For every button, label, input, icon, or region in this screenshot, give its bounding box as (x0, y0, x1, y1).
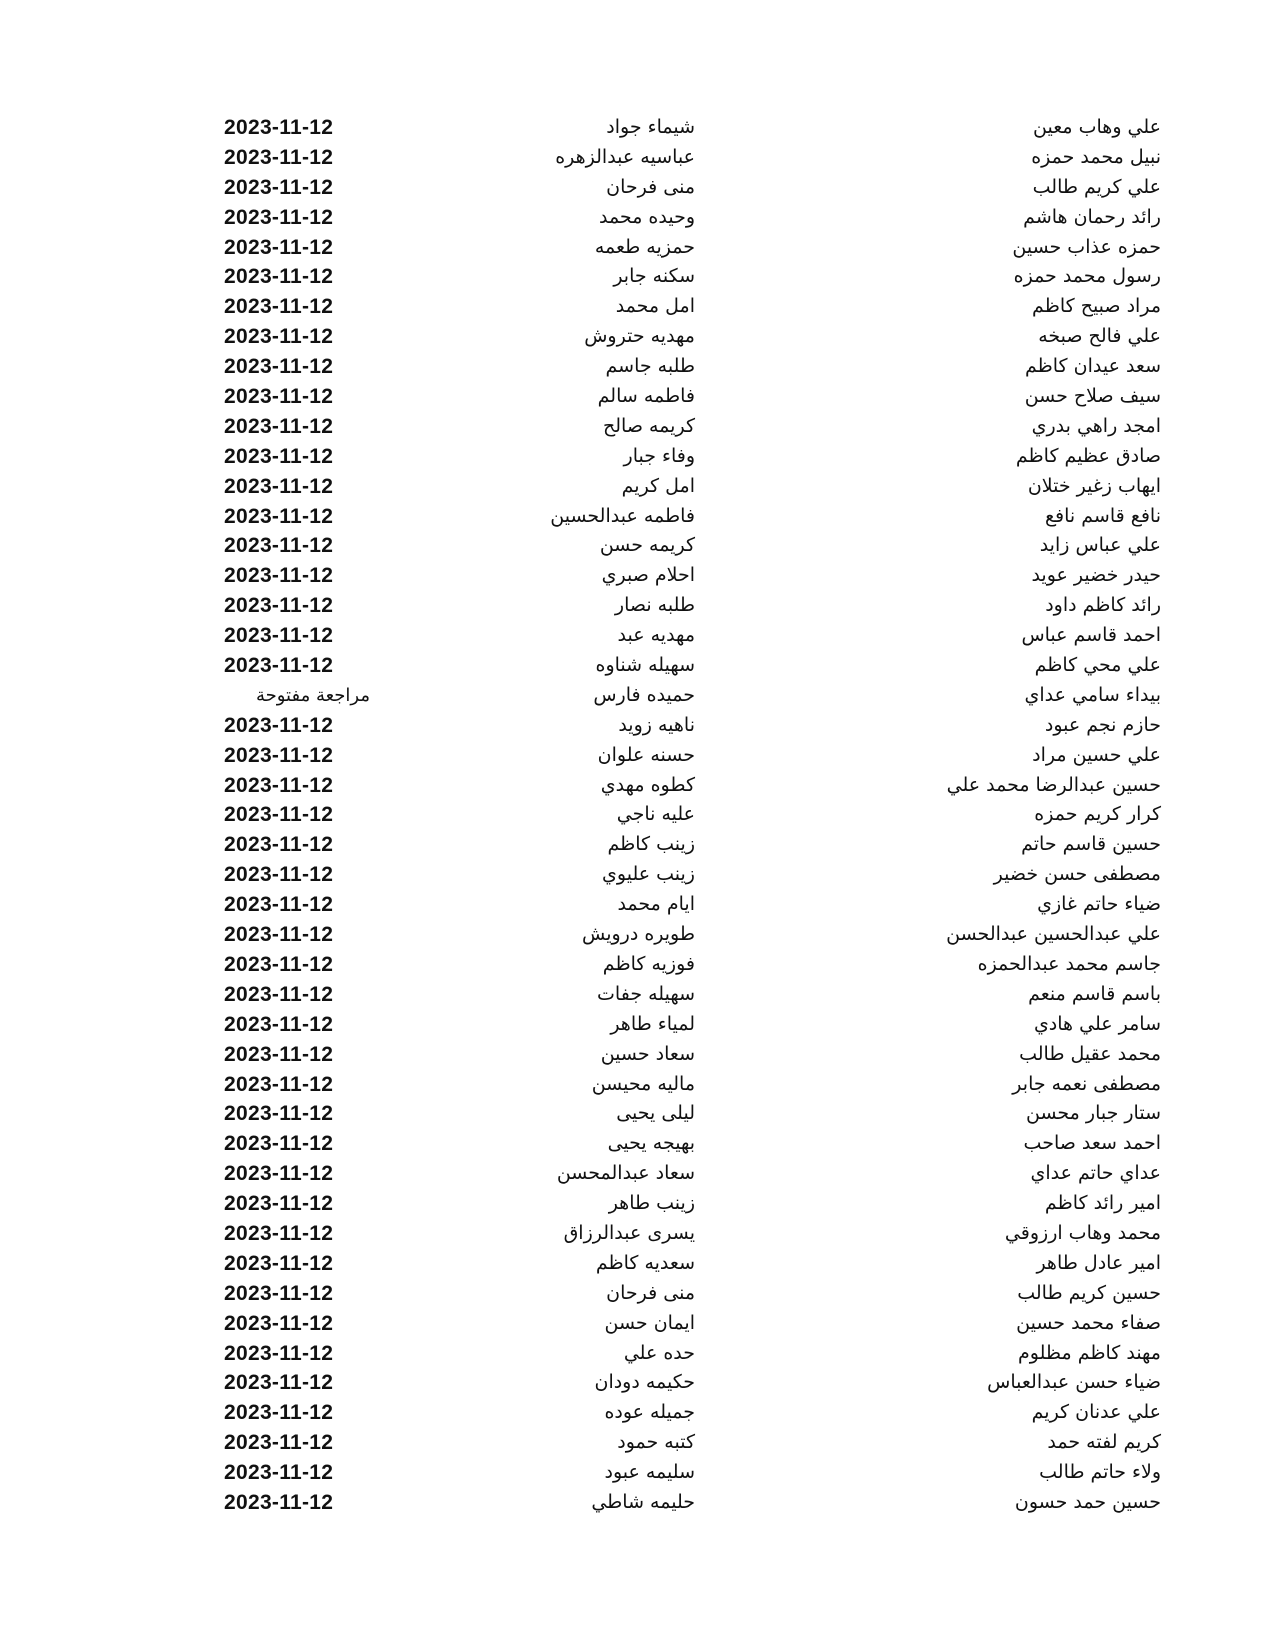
person-name: علي حسين مراد (1032, 743, 1161, 766)
person-name: سامر علي هادي (1033, 1012, 1161, 1035)
relative-name: سكنه جابر (613, 265, 695, 288)
relative-name: سهيله جفات (597, 982, 695, 1005)
table-row (0, 1368, 1275, 1398)
person-name: حمزه عذاب حسين (1012, 235, 1161, 258)
table-row (0, 113, 1275, 143)
date-value: 2023-11-12 (224, 414, 334, 438)
date-value: 2023-11-12 (224, 1431, 334, 1455)
table-row (0, 472, 1275, 502)
relative-name: حكيمه دودان (594, 1371, 695, 1394)
person-name: ضياء حسن عبدالعباس (987, 1371, 1161, 1394)
relative-name: جميله عوده (604, 1401, 695, 1424)
person-name: سعد عيدان كاظم (1024, 355, 1161, 378)
person-name: رسول محمد حمزه (1013, 265, 1161, 288)
date-value: 2023-11-12 (224, 833, 334, 857)
table-row (0, 800, 1275, 830)
date-value: 2023-11-12 (224, 654, 334, 678)
person-name: حسين حمد حسون (1014, 1490, 1161, 1513)
relative-name: مهديه حتروش (584, 325, 695, 348)
date-value: 2023-11-12 (224, 444, 334, 468)
date-value: 2023-11-12 (224, 145, 334, 169)
person-name: مصطفى حسن خضير (993, 863, 1161, 886)
person-name: علي فالح صبخه (1038, 325, 1161, 348)
relative-name: كتبه حمود (617, 1431, 695, 1454)
person-name: حازم نجم عبود (1044, 713, 1161, 736)
date-value: 2023-11-12 (224, 773, 334, 797)
table-row (0, 591, 1275, 621)
person-name: حسين كريم طالب (1017, 1281, 1161, 1304)
table-row (0, 980, 1275, 1010)
relative-name: حمزيه طعمه (594, 235, 695, 258)
person-name: نبيل محمد حمزه (1031, 145, 1161, 168)
date-value: 2023-11-12 (224, 743, 334, 767)
table-row (0, 531, 1275, 561)
person-name: ولاء حاتم طالب (1039, 1461, 1161, 1484)
relative-name: طويره درويش (581, 923, 695, 946)
table-row (0, 203, 1275, 233)
person-name: علي كريم طالب (1032, 175, 1161, 198)
table-row (0, 950, 1275, 980)
table-row (0, 143, 1275, 173)
date-value: 2023-11-12 (224, 1341, 334, 1365)
date-value: 2023-11-12 (224, 624, 334, 648)
person-name: ستار جبار محسن (1026, 1102, 1161, 1125)
relative-name: وفاء جبار (623, 444, 695, 467)
table-row (0, 1398, 1275, 1428)
table-row (0, 322, 1275, 352)
table-row (0, 1458, 1275, 1488)
person-name: سيف صلاح حسن (1024, 385, 1161, 408)
person-name: رائد رحمان هاشم (1023, 205, 1161, 228)
date-value: 2023-11-12 (224, 594, 334, 618)
relative-name: زينب عليوي (602, 863, 695, 886)
date-value: 2023-11-12 (224, 175, 334, 199)
table-row (0, 292, 1275, 322)
person-name: علي عبدالحسين عبدالحسن (946, 923, 1161, 946)
date-value: 2023-11-12 (224, 923, 334, 947)
relative-name: سعاد حسين (600, 1042, 695, 1065)
relative-name: ليلى يحيى (616, 1102, 695, 1125)
relative-name: منى فرحان (606, 175, 695, 198)
relative-name: ناهيه زويد (618, 713, 695, 736)
table-row (0, 771, 1275, 801)
person-name: امير رائد كاظم (1044, 1192, 1161, 1215)
date-value: 2023-11-12 (224, 295, 334, 319)
table-row (0, 352, 1275, 382)
person-name: امير عادل طاهر (1036, 1251, 1161, 1274)
relative-name: كطوه مهدي (600, 773, 695, 796)
date-value: 2023-11-12 (224, 1221, 334, 1245)
table-row (0, 860, 1275, 890)
relative-name: كريمه صالح (602, 414, 695, 437)
date-value: 2023-11-12 (224, 1132, 334, 1156)
date-value: 2023-11-12 (224, 504, 334, 528)
table-row (0, 1339, 1275, 1369)
date-value: 2023-11-12 (224, 1162, 334, 1186)
date-value: 2023-11-12 (224, 1251, 334, 1275)
relative-name: فاطمه عبدالحسين (550, 504, 695, 527)
table-row (0, 1099, 1275, 1129)
table-row (0, 502, 1275, 532)
table-row (0, 561, 1275, 591)
relative-name: لمياء طاهر (610, 1012, 695, 1035)
table-row (0, 1219, 1275, 1249)
person-name: صفاء محمد حسين (1016, 1311, 1161, 1334)
person-name: عداي حاتم عداي (1030, 1162, 1161, 1185)
relative-name: عباسيه عبدالزهره (555, 145, 695, 168)
person-name: مراد صبيح كاظم (1032, 295, 1161, 318)
relative-name: عليه ناجي (616, 803, 695, 826)
relative-name: ايمان حسن (604, 1311, 695, 1334)
person-name: ضياء حاتم غازي (1037, 893, 1161, 916)
date-value: 2023-11-12 (224, 1042, 334, 1066)
person-name: علي عدنان كريم (1031, 1401, 1161, 1424)
relative-name: سليمه عبود (604, 1461, 695, 1484)
relative-name: منى فرحان (606, 1281, 695, 1304)
relative-name: فاطمه سالم (597, 385, 695, 408)
table-row (0, 1249, 1275, 1279)
table-row (0, 1070, 1275, 1100)
relative-name: سعديه كاظم (595, 1251, 695, 1274)
table-row (0, 1279, 1275, 1309)
relative-name: حليمه شاطي (591, 1490, 695, 1513)
table-row (0, 1428, 1275, 1458)
relative-name: سهيله شناوه (595, 654, 695, 677)
relative-name: فوزيه كاظم (602, 952, 695, 975)
date-value: 2023-11-12 (224, 265, 334, 289)
date-value: 2023-11-12 (224, 803, 334, 827)
person-name: نافع قاسم نافع (1044, 504, 1161, 527)
relative-name: حسنه علوان (597, 743, 695, 766)
relative-name: سعاد عبدالمحسن (556, 1162, 695, 1185)
person-name: امجد راهي بدري (1031, 414, 1161, 437)
table-row (0, 1040, 1275, 1070)
records-table (0, 113, 1275, 1518)
table-row (0, 1488, 1275, 1518)
person-name: محمد وهاب ارزوقي (1004, 1221, 1161, 1244)
table-row (0, 741, 1275, 771)
table-row (0, 1129, 1275, 1159)
person-name: باسم قاسم منعم (1028, 982, 1161, 1005)
table-row (0, 830, 1275, 860)
relative-name: طلبه نصار (614, 594, 695, 617)
table-row (0, 173, 1275, 203)
table-row (0, 920, 1275, 950)
date-value: 2023-11-12 (224, 1371, 334, 1395)
person-name: علي محي كاظم (1034, 654, 1161, 677)
table-row (0, 233, 1275, 263)
person-name: جاسم محمد عبدالحمزه (977, 952, 1161, 975)
table-row (0, 412, 1275, 442)
person-name: احمد سعد صاحب (1023, 1132, 1161, 1155)
date-value: 2023-11-12 (224, 564, 334, 588)
relative-name: امل محمد (615, 295, 695, 318)
date-value: 2023-11-12 (224, 235, 334, 259)
person-name: مهند كاظم مظلوم (1018, 1341, 1161, 1364)
table-row (0, 681, 1275, 711)
person-name: حيدر خضير عويد (1031, 564, 1161, 587)
date-value: 2023-11-12 (224, 385, 334, 409)
table-row (0, 621, 1275, 651)
person-name: رائد كاظم داود (1045, 594, 1161, 617)
table-row (0, 1159, 1275, 1189)
date-value: 2023-11-12 (224, 1012, 334, 1036)
date-value: 2023-11-12 (224, 205, 334, 229)
person-name: مصطفى نعمه جابر (1012, 1072, 1161, 1095)
person-name: محمد عقيل طالب (1019, 1042, 1161, 1065)
date-value: 2023-11-12 (224, 893, 334, 917)
table-row (0, 711, 1275, 741)
relative-name: احلام صبري (601, 564, 695, 587)
date-value: 2023-11-12 (224, 1401, 334, 1425)
person-name: علي وهاب معين (1033, 116, 1161, 138)
table-row (0, 1010, 1275, 1040)
date-value: 2023-11-12 (224, 325, 334, 349)
relative-name: شيماء جواد (606, 116, 695, 138)
date-value: 2023-11-12 (224, 863, 334, 887)
table-row (0, 442, 1275, 472)
relative-name: طلبه جاسم (605, 355, 695, 378)
relative-name: امل كريم (621, 474, 695, 497)
date-value: 2023-11-12 (224, 1102, 334, 1126)
date-value: 2023-11-12 (224, 1490, 334, 1514)
relative-name: حده علي (623, 1341, 695, 1364)
person-name: احمد قاسم عباس (1021, 624, 1161, 647)
table-row (0, 262, 1275, 292)
person-name: حسين عبدالرضا محمد علي (946, 773, 1161, 796)
table-row (0, 382, 1275, 412)
person-name: بيداء سامي عداي (1024, 683, 1161, 706)
table-row (0, 1189, 1275, 1219)
table-row (0, 651, 1275, 681)
relative-name: مهديه عبد (617, 624, 695, 647)
table-row (0, 890, 1275, 920)
relative-name: زينب طاهر (608, 1192, 695, 1215)
relative-name: يسرى عبدالرزاق (563, 1221, 695, 1244)
status-note: مراجعة مفتوحة (255, 684, 370, 706)
person-name: صادق عظيم كاظم (1015, 444, 1161, 467)
relative-name: ايام محمد (617, 893, 695, 916)
relative-name: ماليه محيسن (591, 1072, 695, 1095)
date-value: 2023-11-12 (224, 534, 334, 558)
date-value: 2023-11-12 (224, 474, 334, 498)
date-value: 2023-11-12 (224, 355, 334, 379)
date-value: 2023-11-12 (224, 1192, 334, 1216)
date-value: 2023-11-12 (224, 116, 334, 139)
date-value: 2023-11-12 (224, 982, 334, 1006)
date-value: 2023-11-12 (224, 1072, 334, 1096)
relative-name: وحيده محمد (598, 205, 695, 228)
person-name: علي عباس زايد (1039, 534, 1161, 557)
relative-name: بهيجه يحيى (607, 1132, 695, 1155)
date-value: 2023-11-12 (224, 1281, 334, 1305)
date-value: 2023-11-12 (224, 1311, 334, 1335)
table-row (0, 1309, 1275, 1339)
person-name: كريم لفته حمد (1047, 1431, 1161, 1454)
relative-name: زينب كاظم (607, 833, 695, 856)
person-name: ايهاب زغير ختلان (1027, 474, 1161, 497)
relative-name: كريمه حسن (599, 534, 695, 557)
person-name: حسين قاسم حاتم (1021, 833, 1161, 856)
date-value: 2023-11-12 (224, 1461, 334, 1485)
person-name: كرار كريم حمزه (1034, 803, 1161, 826)
date-value: 2023-11-12 (224, 713, 334, 737)
relative-name: حميده فارس (593, 683, 695, 706)
date-value: 2023-11-12 (224, 952, 334, 976)
